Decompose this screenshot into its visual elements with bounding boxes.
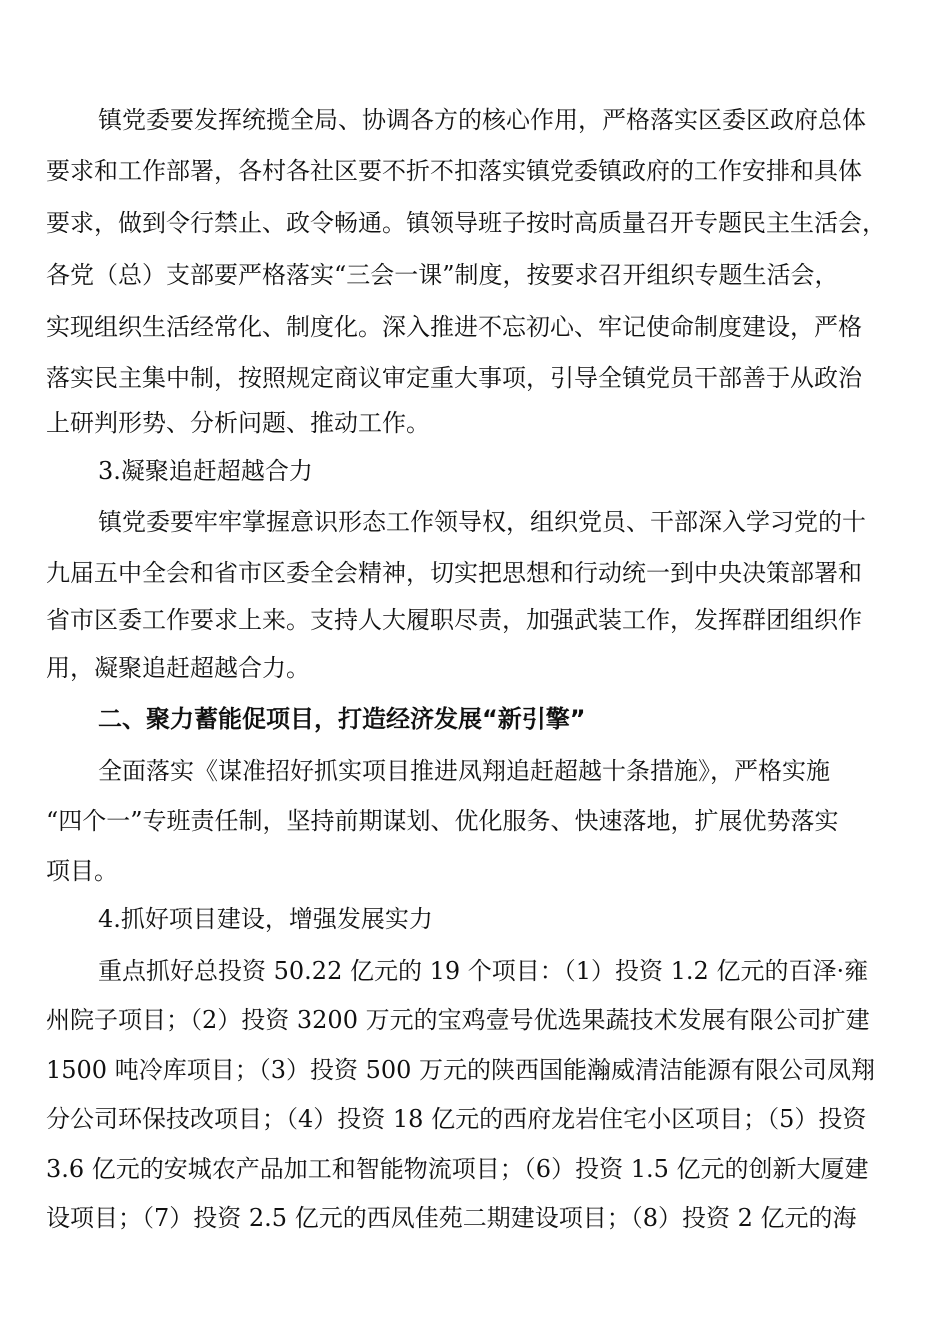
text-line: 1500 吨冷库项目；（3）投资 500 万元的陕西国能瀚威清洁能源有限公司凤翔 <box>46 1056 876 1084</box>
text-line: 全面落实《谋准招好抓实项目推进凤翔追赶超越十条措施》，严格实施 <box>98 757 830 785</box>
text-line: 九届五中全会和省市区委全会精神，切实把思想和行动统一到中央决策部署和 <box>46 559 862 587</box>
text-line: 用，凝聚追赶超越合力。 <box>46 654 310 682</box>
text-line: 各党（总）支部要严格落实“三会一课”制度，按要求召开组织专题生活会， <box>46 261 839 289</box>
text-line: 设项目；（7）投资 2.5 亿元的西凤佳苑二期建设项目；（8）投资 2 亿元的海 <box>46 1204 857 1232</box>
text-line: 州院子项目；（2）投资 3200 万元的宝鸡壹号优选果蔬技术发展有限公司扩建 <box>46 1006 870 1034</box>
text-line: 实现组织生活经常化、制度化。深入推进不忘初心、牢记使命制度建设，严格 <box>46 313 862 341</box>
text-line: 3.6 亿元的安城农产品加工和智能物流项目；（6）投资 1.5 亿元的创新大厦建 <box>46 1155 869 1183</box>
subheading-3: 3.凝聚追赶超越合力 <box>98 457 313 485</box>
text-line: 落实民主集中制，按照规定商议审定重大事项，引导全镇党员干部善于从政治 <box>46 364 862 392</box>
section-heading-2: 二、聚力蓄能促项目，打造经济发展“新引擎” <box>98 705 586 733</box>
text-line: 省市区委工作要求上来。支持人大履职尽责，加强武装工作，发挥群团组织作 <box>46 606 862 634</box>
text-line: 分公司环保技改项目；（4）投资 18 亿元的西府龙岩住宅小区项目；（5）投资 <box>46 1105 867 1133</box>
text-line: 上研判形势、分析问题、推动工作。 <box>46 409 430 437</box>
text-line: 镇党委要牢牢掌握意识形态工作领导权，组织党员、干部深入学习党的十 <box>98 508 866 536</box>
text-line: 项目。 <box>46 857 118 885</box>
text-line: 镇党委要发挥统揽全局、协调各方的核心作用，严格落实区委区政府总体 <box>98 106 866 134</box>
text-line: “四个一”专班责任制，坚持前期谋划、优化服务、快速落地，扩展优势落实 <box>46 807 839 835</box>
text-line: 要求，做到令行禁止、政令畅通。镇领导班子按时高质量召开专题民主生活会， <box>46 209 886 237</box>
text-line: 要求和工作部署，各村各社区要不折不扣落实镇党委镇政府的工作安排和具体 <box>46 157 862 185</box>
text-line: 重点抓好总投资 50.22 亿元的 19 个项目：（1）投资 1.2 亿元的百泽·雍 <box>98 957 869 985</box>
subheading-4: 4.抓好项目建设，增强发展实力 <box>98 905 433 933</box>
